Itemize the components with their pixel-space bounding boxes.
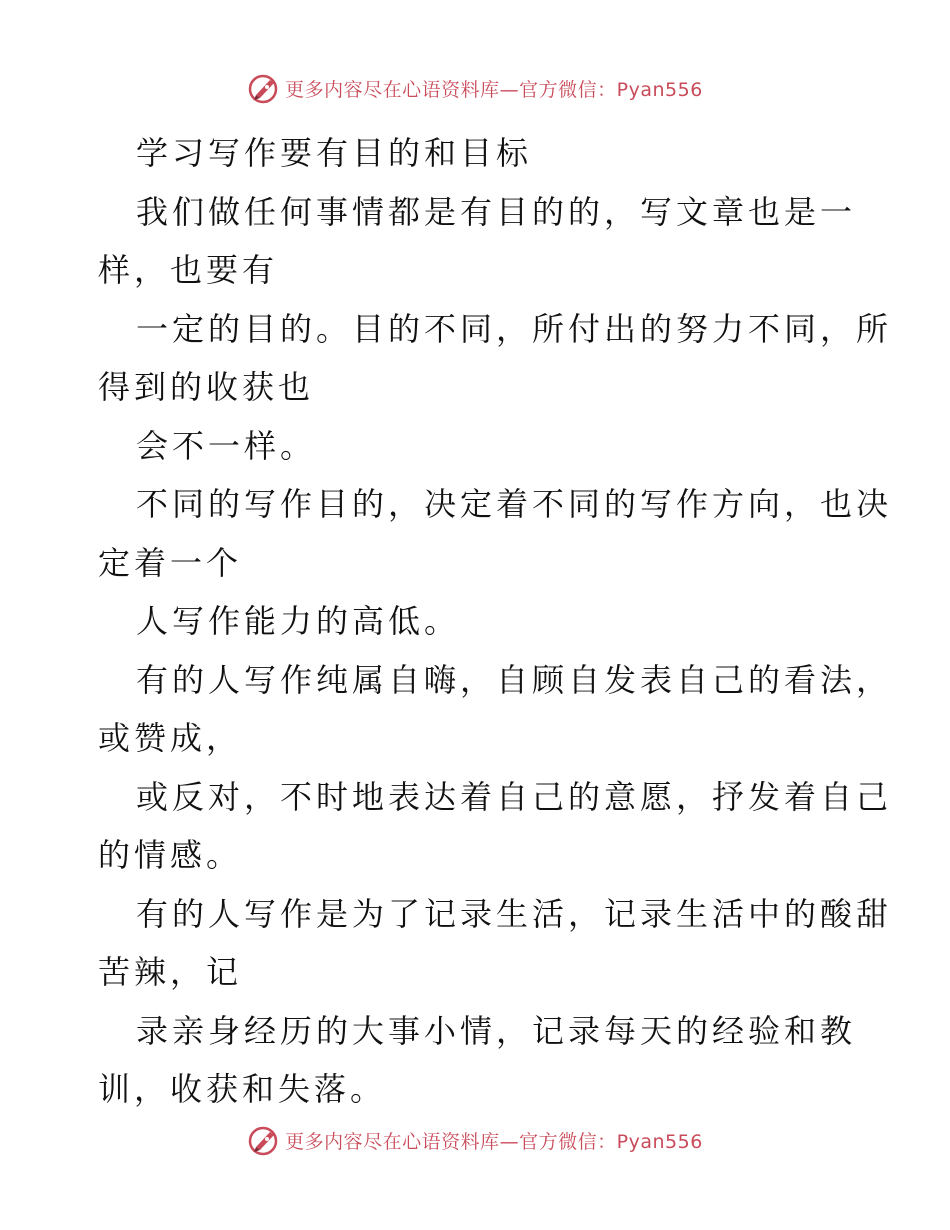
paragraph-line: 的情感。 — [98, 836, 243, 874]
paragraph-line: 样，也要有 — [98, 251, 279, 289]
paragraph-line: 或赞成， — [98, 719, 243, 757]
paragraph-line: 或反对，不时地表达着自己的意愿，抒发着自己 — [136, 777, 893, 816]
paragraph-line: 录亲身经历的大事小情，记录每天的经验和教 — [136, 1011, 857, 1050]
pen-logo-icon — [247, 1123, 281, 1157]
paragraph-line: 有的人写作纯属自嗨，自顾自发表自己的看法， — [136, 660, 893, 699]
paragraph-line: 有的人写作是为了记录生活，记录生活中的酸甜 — [136, 894, 893, 933]
article-title: 学习写作要有目的和目标 — [136, 134, 533, 172]
paragraph-line: 不同的写作目的，决定着不同的写作方向，也决 — [136, 485, 893, 523]
paragraph-line: 一定的目的。目的不同，所付出的努力不同，所 — [136, 309, 893, 348]
paragraph-line: 训，收获和失落。 — [98, 1070, 387, 1108]
paragraph-line: 我们做任何事情都是有目的的，写文章也是一 — [136, 192, 857, 231]
header-watermark-text: 更多内容尽在心语资料库—官方微信：Pyan556 — [285, 78, 703, 101]
article-body — [98, 124, 893, 1119]
header-watermark — [0, 70, 950, 106]
paragraph-line: 人写作能力的高低。 — [136, 602, 461, 640]
paragraph-line: 得到的收获也 — [98, 368, 315, 406]
paragraph-line: 会不一样。 — [136, 426, 317, 465]
paragraph-line: 苦辣，记 — [98, 953, 243, 991]
paragraph-line: 定着一个 — [98, 543, 243, 582]
footer-watermark — [0, 1122, 950, 1158]
pen-logo-icon — [247, 71, 281, 105]
footer-watermark-text: 更多内容尽在心语资料库—官方微信：Pyan556 — [285, 1130, 703, 1153]
